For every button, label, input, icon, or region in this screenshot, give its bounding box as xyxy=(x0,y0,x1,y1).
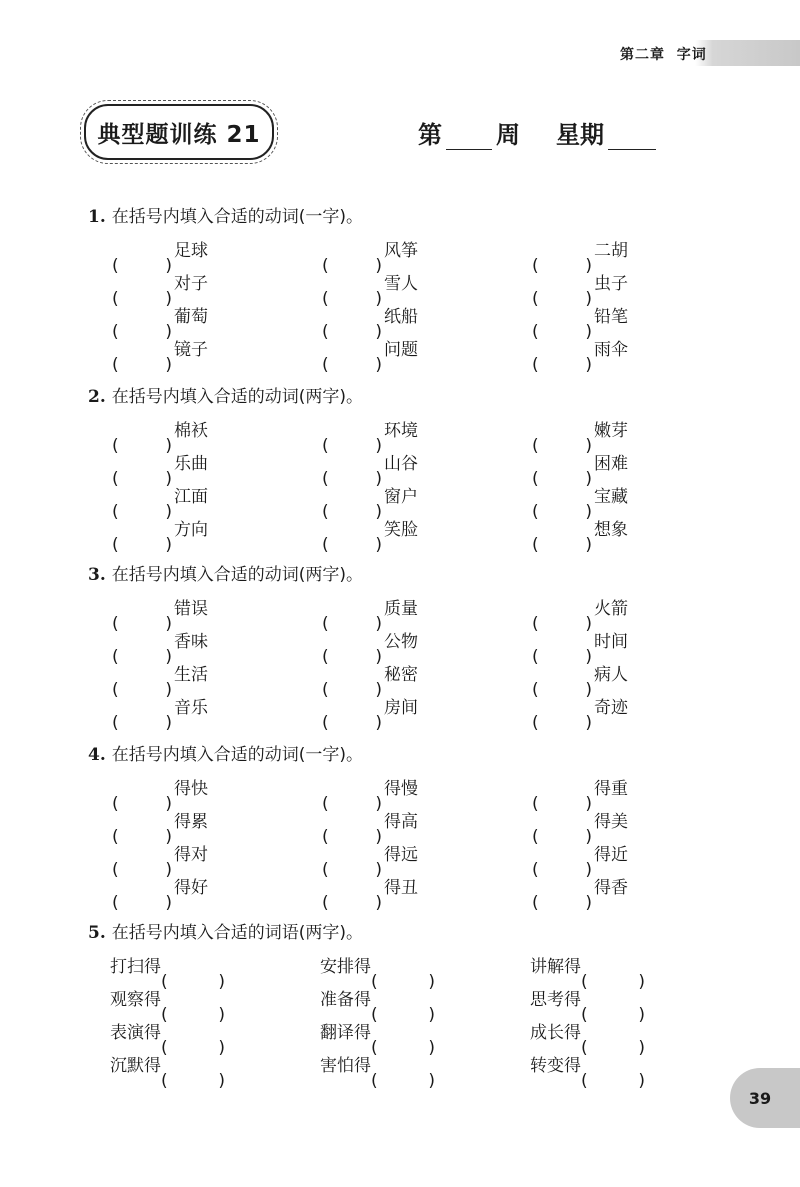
exercise-item xyxy=(322,416,418,441)
exercise-row xyxy=(112,693,672,726)
exercise-item xyxy=(112,594,208,619)
question-number: 1. xyxy=(88,207,106,227)
exercise-word: 打扫得 xyxy=(110,957,161,977)
exercise-word: 病人 xyxy=(594,665,628,685)
exercise-word: 音乐 xyxy=(174,698,208,718)
exercise-item xyxy=(530,985,645,1010)
exercise-title: 典型题训练 21 xyxy=(97,121,261,148)
exercise-word: 江面 xyxy=(174,487,208,507)
exercise-word: 沉默得 xyxy=(110,1056,161,1076)
exercise-item xyxy=(322,236,418,261)
exercise-row xyxy=(112,873,672,906)
question-4-grid xyxy=(112,774,672,906)
exercise-item xyxy=(532,594,628,619)
exercise-word: 错误 xyxy=(174,599,208,619)
question-3-heading xyxy=(88,560,363,585)
exercise-row xyxy=(112,416,672,449)
exercise-item xyxy=(532,873,628,898)
question-2-grid xyxy=(112,416,672,548)
exercise-item xyxy=(532,269,628,294)
week-date-line xyxy=(418,115,656,150)
exercise-title-box xyxy=(84,104,274,160)
exercise-word: 安排得 xyxy=(320,957,371,977)
exercise-row xyxy=(112,774,672,807)
exercise-word: 香味 xyxy=(174,632,208,652)
exercise-word: 得重 xyxy=(594,779,628,799)
exercise-item xyxy=(322,269,418,294)
exercise-item xyxy=(530,1018,645,1043)
exercise-word: 火箭 xyxy=(594,599,628,619)
exercise-word: 得慢 xyxy=(384,779,418,799)
exercise-word: 奇迹 xyxy=(594,698,628,718)
exercise-word: 翻译得 xyxy=(320,1023,371,1043)
question-text: 在括号内填入合适的动词(两字)。 xyxy=(111,565,364,585)
exercise-word: 嫩芽 xyxy=(594,421,628,441)
exercise-row xyxy=(112,236,672,269)
exercise-item xyxy=(532,660,628,685)
exercise-word: 方向 xyxy=(174,520,208,540)
exercise-item xyxy=(110,1018,225,1043)
question-text: 在括号内填入合适的动词(两字)。 xyxy=(111,387,364,407)
exercise-item xyxy=(532,774,628,799)
exercise-item xyxy=(110,985,225,1010)
exercise-row xyxy=(112,627,672,660)
exercise-item xyxy=(532,693,628,718)
exercise-word: 风筝 xyxy=(384,241,418,261)
exercise-item xyxy=(322,449,418,474)
exercise-item xyxy=(530,1051,645,1076)
exercise-item xyxy=(532,236,628,261)
question-text: 在括号内填入合适的词语(两字)。 xyxy=(111,923,364,943)
exercise-word: 准备得 xyxy=(320,990,371,1010)
question-2-heading xyxy=(88,382,363,407)
exercise-word: 公物 xyxy=(384,632,418,652)
exercise-item xyxy=(532,416,628,441)
exercise-item xyxy=(322,627,418,652)
exercise-word: 窗户 xyxy=(384,487,418,507)
exercise-word: 转变得 xyxy=(530,1056,581,1076)
exercise-row xyxy=(110,1051,670,1084)
exercise-row xyxy=(112,449,672,482)
exercise-word: 乐曲 xyxy=(174,454,208,474)
question-5-heading xyxy=(88,918,363,943)
exercise-word: 害怕得 xyxy=(320,1056,371,1076)
exercise-word: 观察得 xyxy=(110,990,161,1010)
exercise-word: 生活 xyxy=(174,665,208,685)
exercise-item xyxy=(532,335,628,360)
exercise-word: 镜子 xyxy=(174,340,208,360)
exercise-word: 得美 xyxy=(594,812,628,832)
exercise-item xyxy=(112,335,208,360)
exercise-item xyxy=(112,627,208,652)
exercise-item xyxy=(322,335,418,360)
exercise-item xyxy=(112,807,208,832)
exercise-word: 雪人 xyxy=(384,274,418,294)
exercise-item xyxy=(322,515,418,540)
exercise-word: 成长得 xyxy=(530,1023,581,1043)
question-number: 4. xyxy=(88,745,106,765)
exercise-item xyxy=(322,840,418,865)
exercise-item xyxy=(112,449,208,474)
exercise-word: 棉袄 xyxy=(174,421,208,441)
exercise-word: 虫子 xyxy=(594,274,628,294)
exercise-item xyxy=(532,515,628,540)
exercise-item xyxy=(532,807,628,832)
exercise-word: 纸船 xyxy=(384,307,418,327)
week-prefix: 第 xyxy=(418,120,442,149)
week-number-blank[interactable] xyxy=(446,123,492,150)
exercise-row xyxy=(112,660,672,693)
exercise-row xyxy=(112,594,672,627)
question-1-heading xyxy=(88,202,363,227)
exercise-word: 房间 xyxy=(384,698,418,718)
exercise-item xyxy=(320,1018,435,1043)
exercise-item xyxy=(112,416,208,441)
exercise-row xyxy=(112,269,672,302)
exercise-word: 足球 xyxy=(174,241,208,261)
exercise-word: 山谷 xyxy=(384,454,418,474)
exercise-item xyxy=(532,482,628,507)
question-5-grid xyxy=(110,952,670,1084)
exercise-item xyxy=(110,952,225,977)
question-number: 5. xyxy=(88,923,106,943)
exercise-item xyxy=(532,627,628,652)
question-text: 在括号内填入合适的动词(一字)。 xyxy=(111,207,364,227)
exercise-item xyxy=(322,594,418,619)
exercise-word: 秘密 xyxy=(384,665,418,685)
exercise-item xyxy=(112,660,208,685)
exercise-word: 得丑 xyxy=(384,878,418,898)
exercise-word: 葡萄 xyxy=(174,307,208,327)
weekday-label: 星期 xyxy=(556,120,604,149)
exercise-item xyxy=(320,1051,435,1076)
exercise-item xyxy=(322,660,418,685)
exercise-row xyxy=(112,515,672,548)
exercise-item xyxy=(322,693,418,718)
exercise-word: 问题 xyxy=(384,340,418,360)
exercise-word: 宝藏 xyxy=(594,487,628,507)
exercise-item xyxy=(532,840,628,865)
exercise-word: 铅笔 xyxy=(594,307,628,327)
exercise-word: 想象 xyxy=(594,520,628,540)
exercise-word: 二胡 xyxy=(594,241,628,261)
exercise-word: 得高 xyxy=(384,812,418,832)
exercise-item xyxy=(532,302,628,327)
exercise-row xyxy=(110,952,670,985)
exercise-word: 得对 xyxy=(174,845,208,865)
exercise-item xyxy=(110,1051,225,1076)
exercise-word: 时间 xyxy=(594,632,628,652)
question-text: 在括号内填入合适的动词(一字)。 xyxy=(111,745,364,765)
exercise-word: 雨伞 xyxy=(594,340,628,360)
question-number: 3. xyxy=(88,565,106,585)
exercise-item xyxy=(322,774,418,799)
exercise-word: 对子 xyxy=(174,274,208,294)
week-mid: 周 xyxy=(496,120,520,149)
exercise-word: 困难 xyxy=(594,454,628,474)
weekday-blank[interactable] xyxy=(608,123,656,150)
question-4-heading xyxy=(88,740,363,765)
exercise-item xyxy=(112,269,208,294)
exercise-item xyxy=(112,302,208,327)
exercise-row xyxy=(112,840,672,873)
exercise-item xyxy=(532,449,628,474)
question-number: 2. xyxy=(88,387,106,407)
exercise-item xyxy=(320,985,435,1010)
chapter-label: 第二章 字词 xyxy=(620,47,707,63)
exercise-item xyxy=(322,302,418,327)
exercise-item xyxy=(530,952,645,977)
exercise-word: 表演得 xyxy=(110,1023,161,1043)
page-number: 39 xyxy=(730,1068,800,1128)
exercise-item xyxy=(112,873,208,898)
exercise-row xyxy=(112,807,672,840)
question-1-grid xyxy=(112,236,672,368)
exercise-row xyxy=(112,302,672,335)
exercise-item xyxy=(112,482,208,507)
question-3-grid xyxy=(112,594,672,726)
exercise-item xyxy=(112,236,208,261)
exercise-word: 思考得 xyxy=(530,990,581,1010)
exercise-row xyxy=(112,482,672,515)
exercise-item xyxy=(322,873,418,898)
exercise-word: 讲解得 xyxy=(530,957,581,977)
exercise-item xyxy=(320,952,435,977)
exercise-word: 得累 xyxy=(174,812,208,832)
exercise-item xyxy=(112,515,208,540)
exercise-word: 环境 xyxy=(384,421,418,441)
exercise-word: 质量 xyxy=(384,599,418,619)
exercise-item xyxy=(112,774,208,799)
exercise-word: 得快 xyxy=(174,779,208,799)
exercise-word: 得远 xyxy=(384,845,418,865)
exercise-row xyxy=(110,985,670,1018)
exercise-item xyxy=(112,840,208,865)
exercise-word: 笑脸 xyxy=(384,520,418,540)
exercise-word: 得好 xyxy=(174,878,208,898)
exercise-item xyxy=(322,482,418,507)
exercise-item xyxy=(322,807,418,832)
exercise-row xyxy=(112,335,672,368)
exercise-row xyxy=(110,1018,670,1051)
exercise-word: 得近 xyxy=(594,845,628,865)
exercise-item xyxy=(112,693,208,718)
exercise-word: 得香 xyxy=(594,878,628,898)
